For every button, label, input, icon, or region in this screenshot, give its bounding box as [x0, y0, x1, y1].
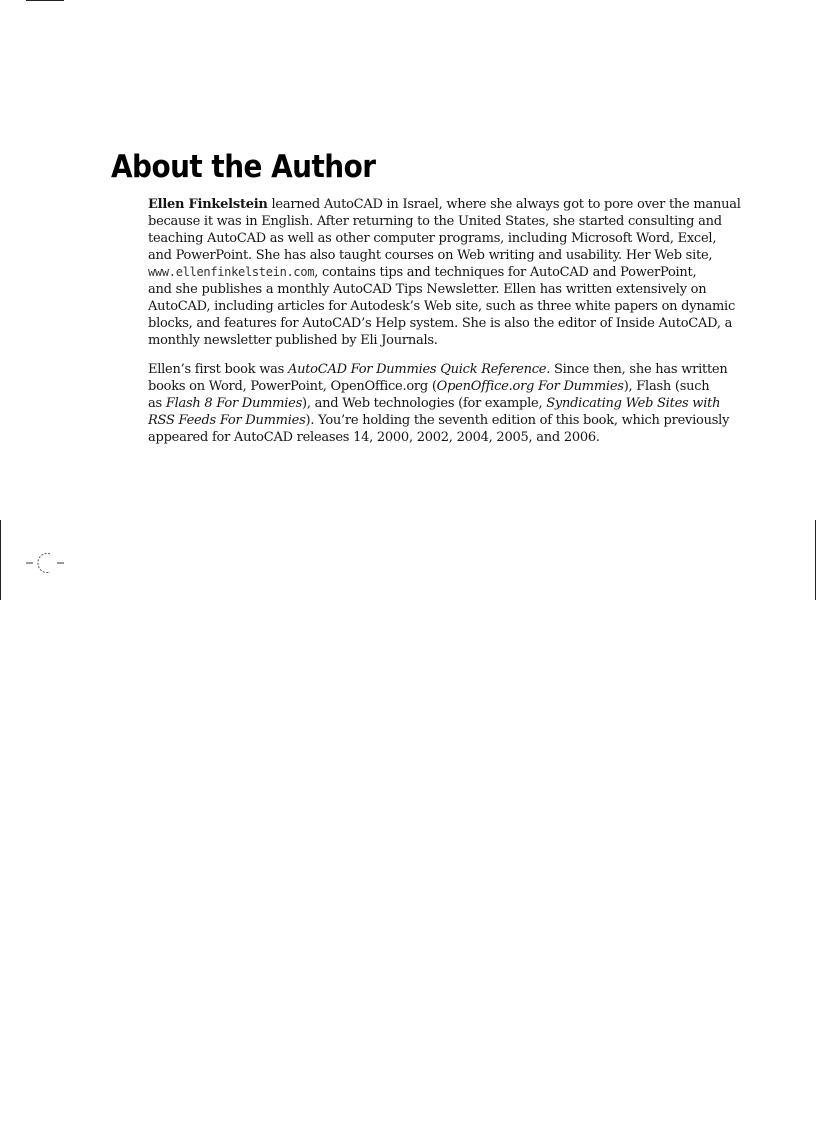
text-line: teaching AutoCAD as well as other computer programs, including Microsoft Word, Excel, — [148, 231, 717, 246]
text-span: as — [148, 396, 166, 411]
text-line — [148, 264, 708, 281]
text-line — [148, 412, 730, 429]
website-url: www.ellenfinkelstein.com — [148, 265, 315, 279]
text-span: Since then, she has written — [550, 362, 728, 377]
text-span: books on Word, PowerPoint, OpenOffice.org ( — [148, 379, 437, 394]
bio-paragraph-1 — [148, 196, 741, 349]
book-title: Syndicating Web Sites with — [546, 396, 721, 411]
text-line — [148, 361, 728, 378]
page-title: About the Author — [111, 149, 376, 185]
text-span: , contains tips and techniques for AutoCAD and PowerPoint, — [314, 265, 697, 280]
text-span: ), Flash (such — [623, 379, 710, 394]
text-line: and she publishes a monthly AutoCAD Tips Newsletter. Ellen has written extensively on — [148, 282, 707, 297]
text-span: learned AutoCAD in Israel, where she always got to pore over the manual — [267, 197, 741, 212]
text-line — [148, 196, 741, 213]
text-span: Ellen’s first book was — [148, 362, 288, 377]
book-title: AutoCAD For Dummies Quick Reference. — [287, 362, 551, 377]
text-line — [148, 395, 721, 412]
book-title: Flash 8 For Dummies — [165, 396, 303, 411]
text-line: and PowerPoint. She has also taught courses on Web writing and usability. Her Web site, — [148, 248, 713, 263]
author-bio — [148, 196, 741, 458]
text-line: appeared for AutoCAD releases 14, 2000, 2002, 2004, 2005, and 2006. — [148, 430, 600, 445]
registration-mark-icon — [24, 550, 68, 576]
author-name: Ellen Finkelstein — [148, 197, 268, 212]
bio-paragraph-2 — [148, 361, 730, 446]
registration-line-left — [0, 520, 1, 600]
text-span: ), and Web technologies (for example, — [302, 396, 547, 411]
book-title: RSS Feeds For Dummies — [148, 413, 306, 428]
text-line — [148, 378, 708, 395]
text-line: monthly newsletter published by Eli Journals. — [148, 333, 438, 348]
text-span: ). You’re holding the seventh edition of this book, which previously — [305, 413, 730, 428]
crop-mark-top — [26, 0, 64, 1]
text-line: because it was in English. After returning to the United States, she started consulting and — [148, 214, 722, 229]
book-title: OpenOffice.org For Dummies — [436, 379, 624, 394]
text-line: AutoCAD, including articles for Autodesk’s Web site, such as three white papers on dynamic — [148, 299, 735, 314]
text-line: blocks, and features for AutoCAD’s Help system. She is also the editor of Inside AutoCAD, a — [148, 316, 733, 331]
